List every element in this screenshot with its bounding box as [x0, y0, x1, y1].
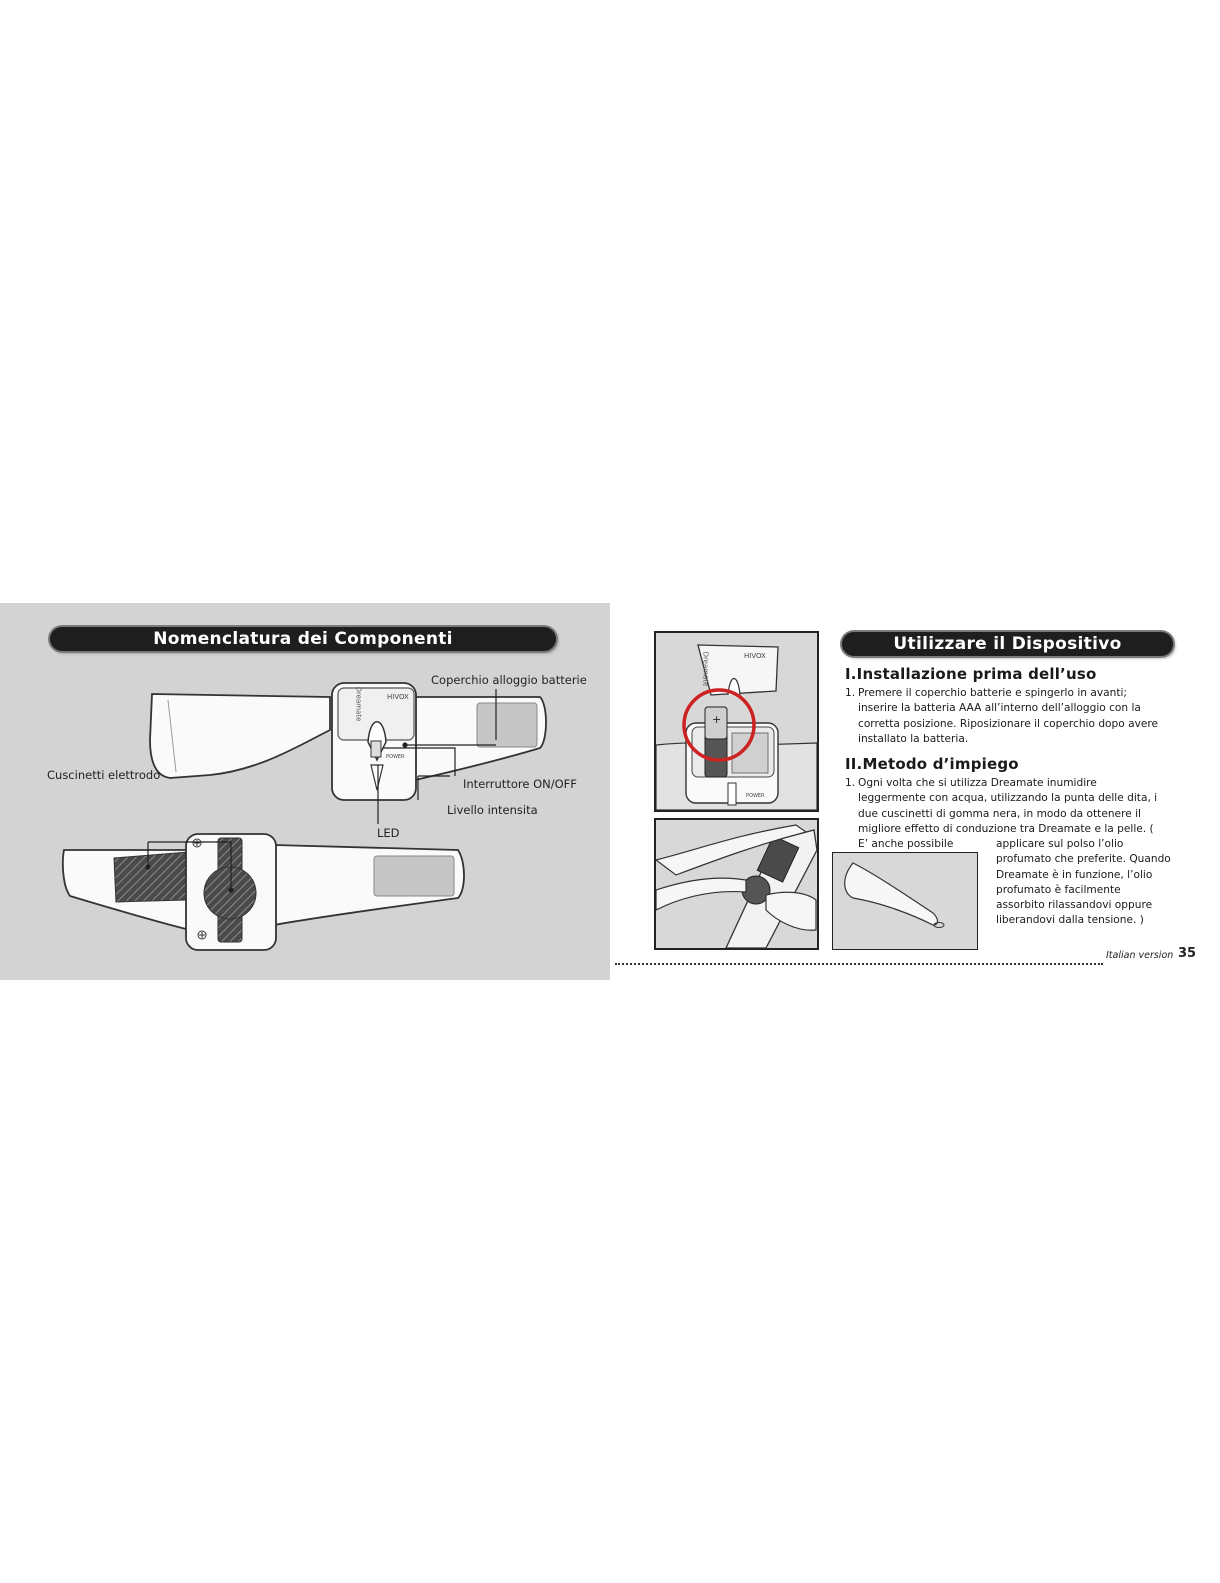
- battery-install-photo: [654, 631, 819, 812]
- section2-text-b: applicare sul polso l’olio profumato che preferite. Quando Dreamate è in funzione, l’olio profumato è facilmente assorbito rilassandovi oppure liberandovi dalla tensione. ): [996, 838, 1171, 927]
- section1-number: 1.: [845, 687, 856, 699]
- label-led: LED: [377, 826, 400, 840]
- upper-brand-text: HIVOX: [387, 693, 409, 701]
- oil-fingertip-illustration: [833, 853, 976, 948]
- moisten-pads-illustration: [656, 820, 817, 948]
- photo-model-text: Dreamate: [701, 651, 710, 687]
- usage-title-bar: [842, 632, 1173, 656]
- label-onoff-switch: Interruttore ON/OFF: [463, 777, 577, 791]
- electrode-pad-left: [114, 852, 188, 902]
- page-number: 35: [1178, 946, 1197, 961]
- upper-model-text: Dreamate: [354, 686, 363, 722]
- lower-pad-window: [374, 856, 454, 896]
- photo-power-text: POWER: [746, 793, 765, 799]
- label-battery-cover: Coperchio alloggio batterie: [431, 673, 587, 687]
- moisten-pads-photo: [654, 818, 819, 950]
- section1-heading: I.Installazione prima dell’uso: [845, 665, 1097, 683]
- device-illustration: [0, 0, 610, 980]
- components-title: Nomenclatura dei Componenti: [153, 629, 453, 649]
- svg-text:+: +: [712, 713, 722, 726]
- section1-paragraph: [845, 686, 1167, 747]
- footer-dotted-rule: [615, 951, 1103, 965]
- label-intensity-level: Livello intensita: [447, 803, 538, 817]
- upper-pad-window: [477, 703, 537, 747]
- section2-heading: II.Metodo d’impiego: [845, 755, 1019, 773]
- upper-power-text: POWER: [386, 754, 405, 760]
- section2-number: 1.: [845, 777, 856, 789]
- section2-text-a: Ogni volta che si utilizza Dreamate inumidire leggermente con acqua, utilizzando la punta delle dita, i due cuscinetti di gomma nera, in modo da ottenere il migliore effetto di conduzione tra Dreamate e la pelle. ( E’ anche possibile: [858, 777, 1158, 851]
- photo-brand-text: HIVOX: [744, 652, 766, 660]
- label-electrode-pads: Cuscinetti elettrodo: [47, 768, 161, 782]
- section1-text: Premere il coperchio batterie e spingerlo in avanti; inserire la batteria AAA all’interno dell’alloggio con la corretta posizione. Riposizionare il coperchio dopo avere installato la batteria.: [858, 687, 1159, 745]
- battery-install-illustration: [656, 633, 817, 810]
- usage-title: Utilizzare il Dispositivo: [893, 634, 1122, 654]
- section2-paragraph-continued: [996, 837, 1172, 929]
- footer-version-label: Italian version: [1106, 950, 1174, 961]
- oil-fingertip-photo: [832, 852, 978, 950]
- upper-strap: [150, 694, 330, 778]
